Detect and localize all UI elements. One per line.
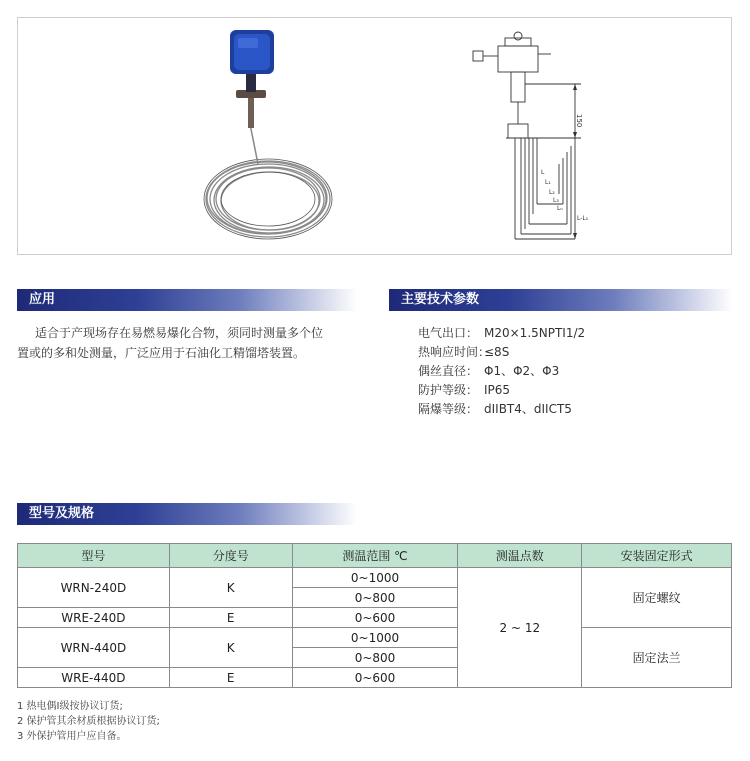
specs-header: 主要技术参数: [389, 289, 732, 311]
spec-value: M20×1.5NPTI1/2: [484, 326, 586, 340]
spec-key: 偶丝直径：: [418, 364, 479, 378]
cell-range: 0~800: [292, 648, 458, 668]
spec-key: 电气出口：: [418, 326, 479, 340]
application-line2: 置或的多和处测量，广泛应用于石油化工精馏塔装置。: [17, 346, 306, 360]
application-line1: 适合于产现场存在易燃易爆化合物，须同时测量多个位: [35, 326, 324, 340]
spec-value: dIIBT4、dIICT5: [484, 402, 572, 416]
cell-range: 0~1000: [292, 628, 458, 648]
cell-mount-lower: 固定法兰: [582, 628, 732, 688]
spec-row: [418, 362, 585, 381]
cell-model: WRN-440D: [18, 628, 170, 668]
cell-grade: K: [169, 568, 292, 608]
col-mount: 安装固定形式: [582, 544, 732, 568]
table-row: [18, 628, 732, 648]
spec-row: [418, 381, 585, 400]
note-item: 3 外保护管用户应自备。: [17, 731, 127, 742]
notes: [17, 699, 160, 744]
cell-grade: E: [169, 608, 292, 628]
spec-value: IP65: [484, 383, 511, 397]
cell-model: WRN-240D: [18, 568, 170, 608]
cell-grade: K: [169, 628, 292, 668]
col-range: 测温范围 ℃: [292, 544, 458, 568]
col-points: 测温点数: [458, 544, 582, 568]
product-image-frame: [17, 17, 732, 255]
cell-range: 0~600: [292, 608, 458, 628]
col-grade: 分度号: [169, 544, 292, 568]
cell-grade: E: [169, 668, 292, 688]
application-header: 应用: [17, 289, 357, 311]
leader-label-l: L: [541, 169, 545, 176]
cell-range: 0~1000: [292, 568, 458, 588]
spec-row: [418, 400, 585, 419]
product-photo: [188, 24, 348, 254]
cell-model: WRE-440D: [18, 668, 170, 688]
specs-list: [418, 324, 585, 419]
col-model: 型号: [18, 544, 170, 568]
leader-label-l3: L₃: [553, 197, 559, 204]
leader-label-l2: L₂: [549, 189, 555, 196]
models-header: 型号及规格: [17, 503, 357, 525]
dim-150: 150: [575, 114, 583, 128]
cell-model: WRE-240D: [18, 608, 170, 628]
cell-mount-upper: 固定螺纹: [582, 568, 732, 628]
cell-points: 2 ~ 12: [458, 568, 582, 688]
dimension-drawing: [463, 24, 603, 254]
spec-key: 热响应时间：: [418, 345, 491, 359]
cell-range: 0~600: [292, 668, 458, 688]
cell-range: 0~800: [292, 588, 458, 608]
leader-label-l1: L₁: [545, 179, 551, 186]
spec-key: 隔爆等级：: [418, 402, 479, 416]
model-spec-table: [17, 543, 732, 688]
spec-value: Φ1、Φ2、Φ3: [484, 364, 560, 378]
leader-label-ln: Lₙ: [557, 205, 563, 212]
spec-row: [418, 343, 585, 362]
table-row: [18, 568, 732, 588]
note-item: 2 保护管其余材质根据协议订货;: [17, 716, 160, 727]
table-header-row: [18, 544, 732, 568]
spec-row: [418, 324, 585, 343]
spec-key: 防护等级：: [418, 383, 479, 397]
note-item: 1 热电偶I级按协议订货;: [17, 701, 123, 712]
spec-value: ≤8S: [484, 345, 510, 359]
leader-label-l-l1: L-L₁: [577, 215, 589, 222]
